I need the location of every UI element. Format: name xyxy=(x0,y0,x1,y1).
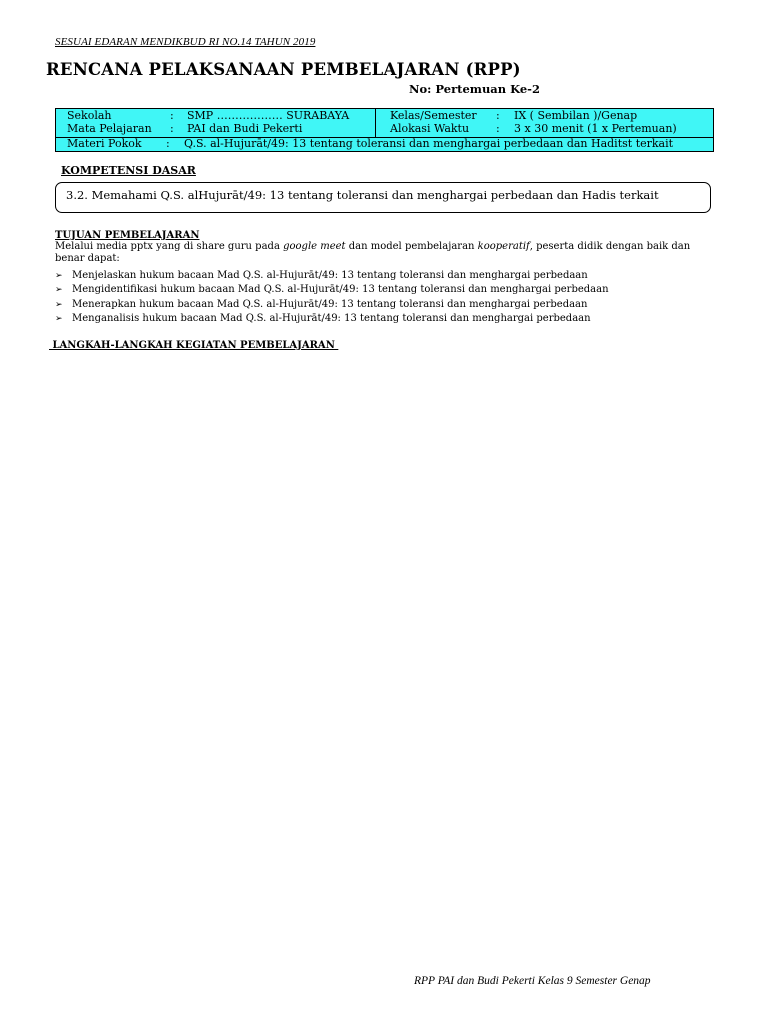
sep-mata-pelajaran: : xyxy=(170,122,174,135)
sep-sekolah: : xyxy=(170,109,174,122)
label-sekolah: Sekolah xyxy=(67,109,112,122)
value-materi-pokok: Q.S. al-Hujurāt/49: 13 tentang toleransi dan menghargai perbedaan dan Haditst terkait xyxy=(184,137,674,150)
sep-kelas-semester: : xyxy=(496,109,500,122)
google-meet-term: google meet xyxy=(283,241,346,252)
tujuan-pembelajaran-heading: TUJUAN PEMBELAJARAN xyxy=(55,230,200,241)
tujuan-list xyxy=(55,269,609,326)
list-item-text: Menjelaskan hukum bacaan Mad Q.S. al-Hujurāt/49: 13 tentang toleransi dan menghargai perbedaan xyxy=(72,270,588,282)
value-kelas-semester: IX ( Sembilan )/Genap xyxy=(514,109,638,122)
langkah-kegiatan-heading: LANGKAH-LANGKAH KEGIATAN PEMBELAJARAN xyxy=(49,340,339,351)
tujuan-intro-text: Melalui media pptx yang di share guru pada xyxy=(55,241,284,252)
page-footer: RPP PAI dan Budi Pekerti Kelas 9 Semester Genap xyxy=(414,975,651,987)
list-item-text: Menerapkan hukum bacaan Mad Q.S. al-Hujurāt/49: 13 tentang toleransi dan menghargai perbedaan xyxy=(72,298,588,310)
tujuan-intro xyxy=(55,241,715,265)
tujuan-intro-text: , peserta didik dengan baik dan benar dapat: xyxy=(55,241,691,264)
list-item-text: Menganalisis hukum bacaan Mad Q.S. al-Hujurāt/49: 13 tentang toleransi dan menghargai perbedaan xyxy=(72,313,591,325)
list-item-text: Mengidentifikasi hukum bacaan Mad Q.S. al-Hujurāt/49: 13 tentang toleransi dan menghargai perbedaan xyxy=(72,284,609,296)
arrow-bullet-icon: ➢ xyxy=(55,285,63,296)
sep-materi-pokok: : xyxy=(166,137,170,150)
label-alokasi-waktu: Alokasi Waktu xyxy=(390,122,470,135)
label-kelas-semester: Kelas/Semester xyxy=(390,109,477,122)
label-mata-pelajaran: Mata Pelajaran xyxy=(67,122,152,135)
tujuan-intro-text: dan model pembelajaran xyxy=(345,241,478,252)
meeting-number: No: Pertemuan Ke-2 xyxy=(409,82,540,96)
value-sekolah: SMP ……………… SURABAYA xyxy=(187,109,350,122)
kompetensi-dasar-text: 3.2. Memahami Q.S. alHujurāt/49: 13 tentang toleransi dan menghargai perbedaan dan Hadis terkait xyxy=(66,188,659,202)
list-item xyxy=(55,269,609,283)
edaran-note: SESUAI EDARAN MENDIKBUD RI NO.14 TAHUN 2019 xyxy=(55,36,316,48)
list-item xyxy=(55,283,609,297)
page-title: RENCANA PELAKSANAAN PEMBELAJARAN (RPP) xyxy=(46,60,521,79)
list-item xyxy=(55,312,609,326)
kooperatif-term: kooperatif xyxy=(477,241,530,252)
kompetensi-dasar-heading: KOMPETENSI DASAR xyxy=(61,164,196,177)
sep-alokasi-waktu: : xyxy=(496,122,500,135)
label-materi-pokok: Materi Pokok xyxy=(67,137,142,150)
arrow-bullet-icon: ➢ xyxy=(55,299,63,310)
info-table-divider xyxy=(375,108,376,137)
list-item xyxy=(55,298,609,312)
arrow-bullet-icon: ➢ xyxy=(55,314,63,325)
value-mata-pelajaran: PAI dan Budi Pekerti xyxy=(187,122,303,135)
value-alokasi-waktu: 3 x 30 menit (1 x Pertemuan) xyxy=(514,122,677,135)
arrow-bullet-icon: ➢ xyxy=(55,271,63,282)
